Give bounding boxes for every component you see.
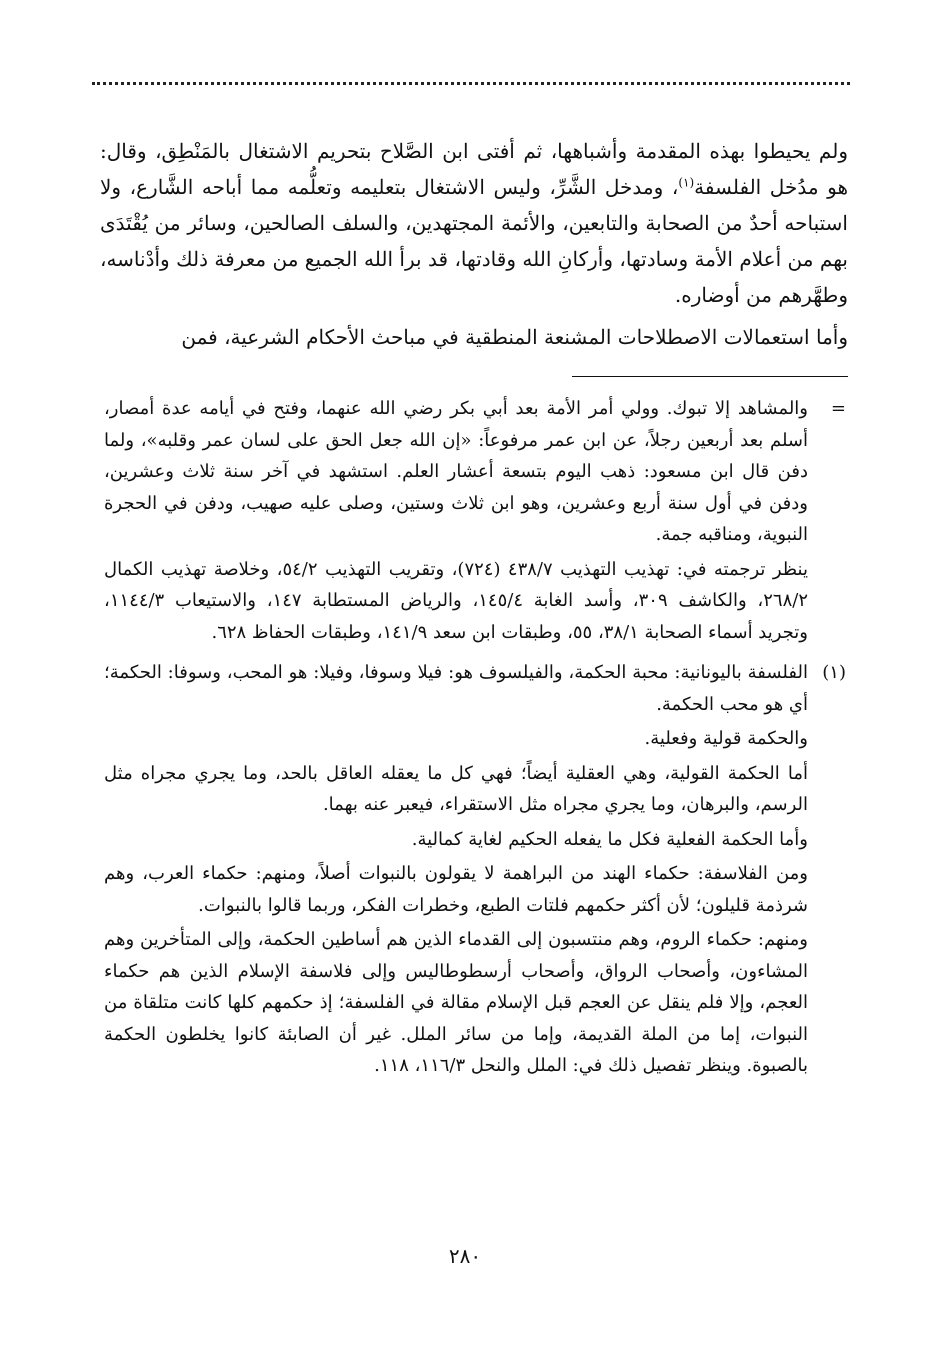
footnote-paragraph: الفلسفة باليونانية: محبة الحكمة، والفيلسوف هو: فيلا وسوفا، وفيلا: هو المحب، وسوفا: الحكمة؛ أي هو محب الحكمة. — [104, 662, 808, 715]
footnote-1 — [104, 657, 848, 1085]
footnote-1-body — [104, 657, 808, 1085]
footnote-paragraph: ومنهم: حكماء الروم، وهم منتسبون إلى القدماء الذين هم أساطين الحكمة، وإلى المتأخرين وهم المشاءون، وأصحاب الرواق، وأصحاب أرسطوطاليس وإلى فلاسفة الإسلام الذين هم حكماء العجم، وإلا فلم ينقل عن العجم قبل الإسلام مقالة في الفلسفة؛ إذ حكمهم كلها كانت متلقاة من النبوات، إما من الملة القديمة، وإما من سائر الملل. غير أن الصابئة كانوا يخلطون الحكمة بالصبوة. وينظر تفصيل ذلك في: الملل والنحل ١١٦/٣، ١١٨. — [104, 929, 808, 1076]
footnote-paragraph: والحكمة قولية وفعلية. — [644, 728, 808, 749]
footnote-continued — [104, 393, 848, 651]
main-paragraph-2: وأما استعمالات الاصطلاحات المشنعة المنطقية في مباحث الأحكام الشرعية، فمن — [181, 325, 848, 349]
footnote-paragraph: والمشاهد إلا تبوك. وولي أمر الأمة بعد أبي بكر رضي الله عنهما، وفتح في أيامه عدة أمصار، أسلم بعد أربعين رجلاً، عن ابن عمر مرفوعاً: «إن الله جعل الحق على لسان عمر وقلبه»، ولما دفن قال ابن مسعود: ذهب اليوم بتسعة أعشار العلم. استشهد في آخر سنة ثلاث وعشرين، ودفن في أول سنة أربع وعشرين، وهو ابن ثلاث وستين، وصلى عليه صهيب، ودفن في الحجرة النبوية، ومناقبه جمة. — [104, 398, 808, 545]
footnote-paragraph: وأما الحكمة الفعلية فكل ما يفعله الحكيم لغاية كمالية. — [411, 828, 808, 850]
main-text — [100, 133, 848, 355]
footnotes — [104, 393, 848, 1085]
footnote-reference-1: (١) — [678, 175, 695, 190]
footnote-separator — [572, 376, 848, 377]
main-paragraph-1-part-a: ولم يحيطوا بهذه المقدمة وأشباهها، ثم أفتى ابن الصَّلاح بتحريم الاشتغال بالمَنْطِق، وقال: هو مدُخل الفلسفة — [100, 139, 848, 199]
main-paragraph-1 — [100, 133, 848, 313]
page-number: ٢٨٠ — [448, 1244, 482, 1268]
footnote-paragraph: ومن الفلاسفة: حكماء الهند من البراهمة لا يقولون بالنبوات أصلاً، ومنهم: حكماء العرب، وهم شرذمة قليلون؛ لأن أكثر حكمهم فلتات الطبع، وخطرات الفكر، وربما قالوا بالنبوات. — [104, 863, 808, 916]
footnote-paragraph: أما الحكمة القولية، وهي العقلية أيضاً؛ فهي كل ما يعقله العاقل بالحد، وما يجري مجراه مثل الرسم، والبرهان، وما يجري مجراه مثل الاستقراء، فيعبر عنه بهما. — [104, 762, 808, 815]
header-dotted-rule — [92, 82, 850, 85]
main-paragraph-1-part-b: ، ومدخل الشَّرِّ، وليس الاشتغال بتعليمه وتعلُّمه مما أباحه الشَّارع، ولا استباحه أحدٌ من الصحابة والتابعين، والأئمة المجتهدين، والسلف الصالحين، وسائر من يُقْتَدَى بهم من أعلام الأمة وسادتها، وأركانِ الله وقادتها، قد برأ الله الجميع من معرفة ذلك وأدْناسه، وطهَّرهم من أوضاره. — [100, 175, 848, 307]
footnote-1-mark: (١) — [822, 662, 846, 683]
footnote-continued-body — [104, 393, 808, 651]
footnote-paragraph: ينظر ترجمته في: تهذيب التهذيب ٤٣٨/٧ (٧٢٤)، وتقريب التهذيب ٥٤/٢، وخلاصة تهذيب الكمال ٢٦٨/٢، والكاشف ٣٠٩، وأسد الغابة ١٤٥/٤، والرياض المستطابة ١٤٧، والاستيعاب ١١٤٤/٣، وتجريد أسماء الصحابة ٣٨/١، ٥٥، وطبقات ابن سعد ١٤١/٩، وطبقات الحفاظ ٦٢٨. — [104, 558, 808, 643]
footnote-continued-mark: = — [830, 398, 846, 419]
